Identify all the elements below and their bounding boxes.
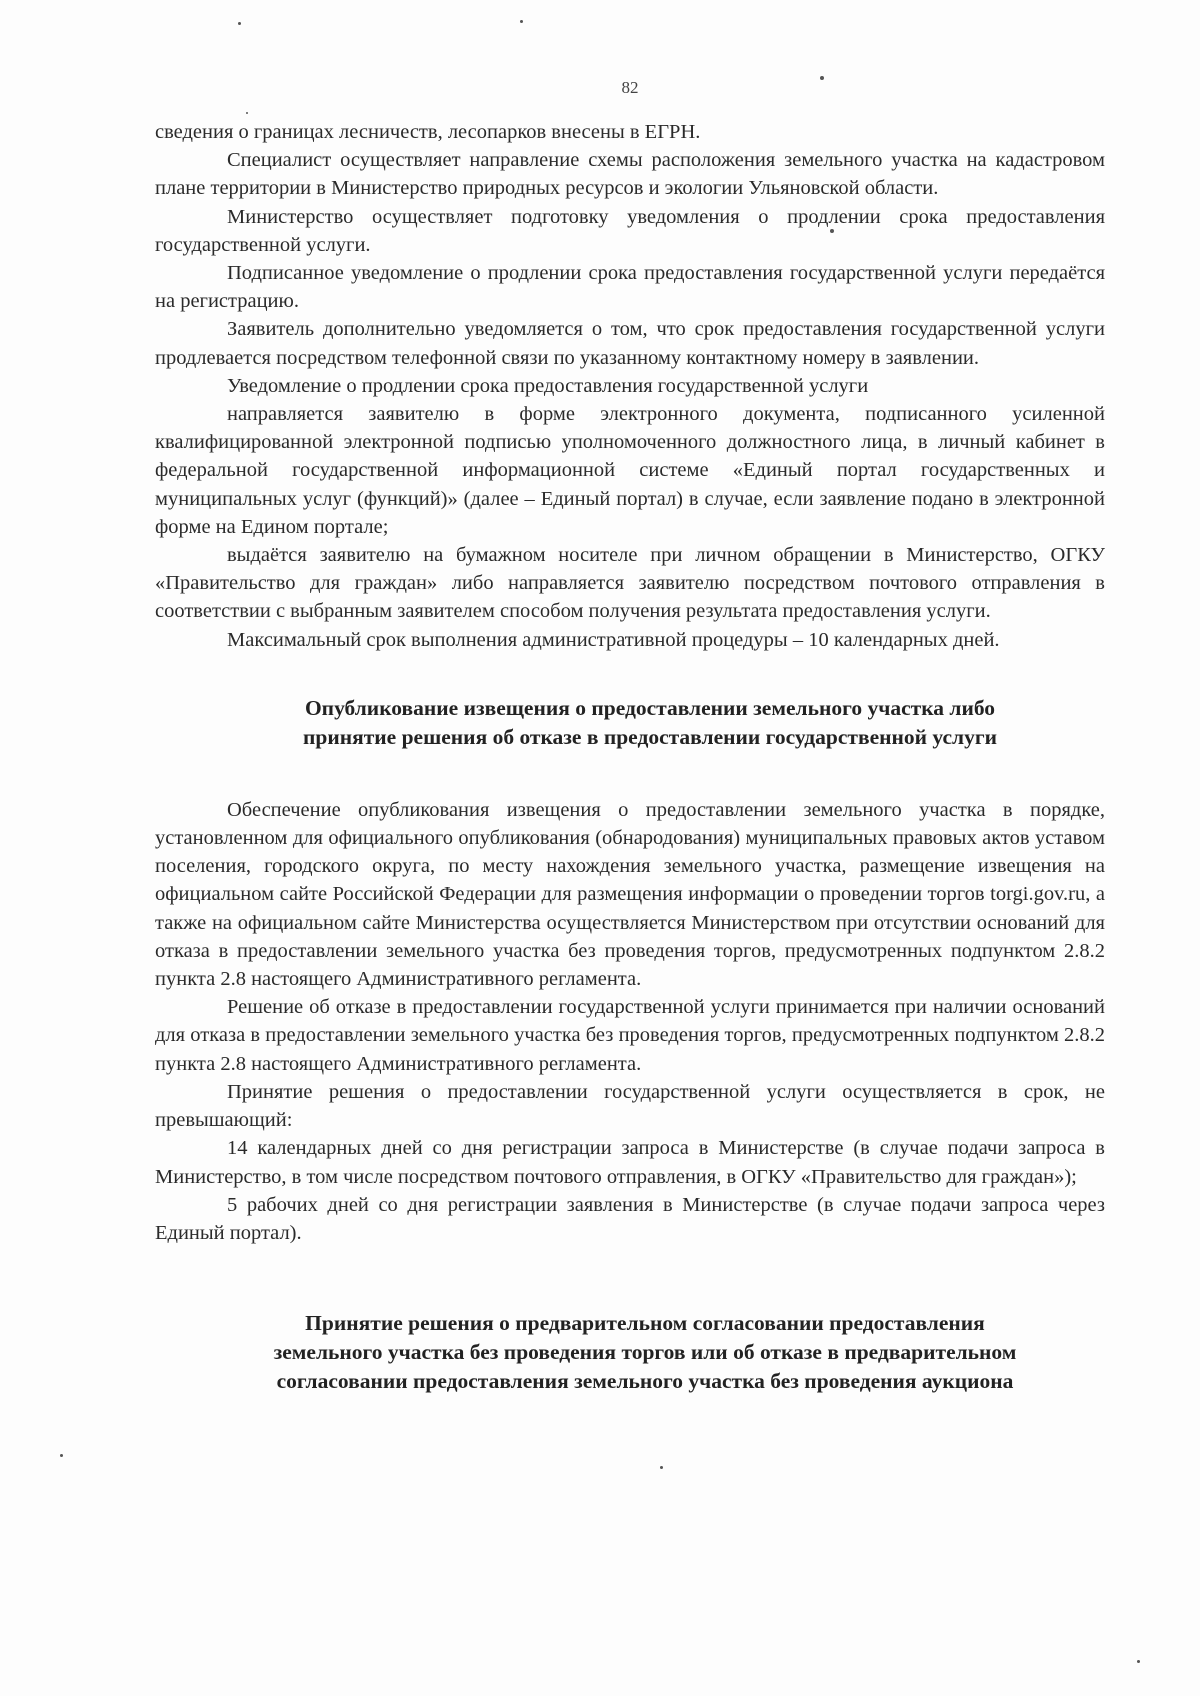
paragraph: Заявитель дополнительно уведомляется о том, что срок предоставления государственной услуги продлевается посредством телефонной связи по указанному контактному номеру в заявлении. (155, 318, 1105, 369)
section-heading-line: принятие решения об отказе в предоставлении государственной услуги (302, 724, 998, 749)
scan-speck (660, 1466, 663, 1469)
paragraph: Уведомление о продлении срока предоставления государственной услуги (227, 374, 869, 397)
scan-speck (238, 22, 241, 25)
paragraph: 14 календарных дней со дня регистрации запроса в Министерстве (в случае подачи запроса в Министерство, в том числе посредством почтового отправления, в ОГКУ «Правительство для граждан»); (155, 1137, 1105, 1188)
section-heading-line: Опубликование извещения о предоставлении земельного участка либо (304, 695, 996, 720)
paragraph: сведения о границах лесничеств, лесопарков внесены в ЕГРН. (155, 121, 701, 143)
scan-speck (246, 112, 248, 114)
section-heading-line: земельного участка без проведения торгов или об отказе в предварительном (273, 1340, 1017, 1365)
section-heading-line: согласовании предоставления земельного участка без проведения аукциона (276, 1369, 1014, 1394)
paragraph: 5 рабочих дней со дня регистрации заявления в Министерстве (в случае подачи запроса через Единый портал). (155, 1193, 1105, 1244)
scan-speck (1137, 1660, 1140, 1663)
paragraph: Решение об отказе в предоставлении государственной услуги принимается при наличии оснований для отказа в предоставлении земельного участка без проведения торгов, предусмотренных подпунктом 2.8.2 пункта 2.8 настоящего Административного регламента. (155, 996, 1105, 1075)
list-item-paragraph: выдаётся заявителю на бумажном носителе при личном обращении в Министерство, ОГКУ «Правительство для граждан» либо направляется заявителю посредством почтового отправления в соответствии с выбранным заявителем способом получения результата предоставления услуги. (155, 544, 1105, 623)
scan-speck (60, 1454, 63, 1457)
document-body (155, 118, 1105, 1396)
paragraph: Подписанное уведомление о продлении срока предоставления государственной услуги передаётся на регистрацию. (155, 262, 1105, 313)
section-heading (155, 694, 1105, 752)
page-number: 82 (621, 78, 639, 97)
paragraph: Обеспечение опубликования извещения о предоставлении земельного участка в порядке, установленном для официального опубликования (обнародования) муниципальных правовых актов уставом поселения, городского округа, по месту нахождения земельного участка, размещение извещения на официальном сайте Российской Федерации для размещения информации о проведении торгов torgi.gov.ru, а также на официальном сайте Министерства осуществляется Министерством при отсутствии оснований для отказа в предоставлении земельного участка без проведения торгов, предусмотренных подпунктом 2.8.2 пункта 2.8 настоящего Административного регламента. (155, 798, 1105, 991)
paragraph: Специалист осуществляет направление схемы расположения земельного участка на кадастровом плане территории в Министерство природных ресурсов и экологии Ульяновской области. (155, 149, 1105, 200)
scan-speck (520, 20, 523, 23)
section-heading-line: Принятие решения о предварительном согласовании предоставления (305, 1311, 985, 1336)
paragraph: Министерство осуществляет подготовку уведомления о продлении срока предоставления государственной услуги. (155, 205, 1105, 256)
paragraph: Максимальный срок выполнения административной процедуры – 10 календарных дней. (227, 628, 1000, 651)
paragraph: Принятие решения о предоставлении государственной услуги осуществляется в срок, не превышающий: (155, 1080, 1105, 1132)
list-item-paragraph: направляется заявителю в форме электронного документа, подписанного усиленной квалифицированной электронной подписью уполномоченного должностного лица, в личный кабинет в федеральной государственной информационной системе «Единый портал государственных и муниципальных услуг (функций)» (далее – Единый портал) в случае, если заявление подано в электронной форме на Едином портале; (155, 403, 1105, 538)
section-heading (155, 1309, 1105, 1396)
